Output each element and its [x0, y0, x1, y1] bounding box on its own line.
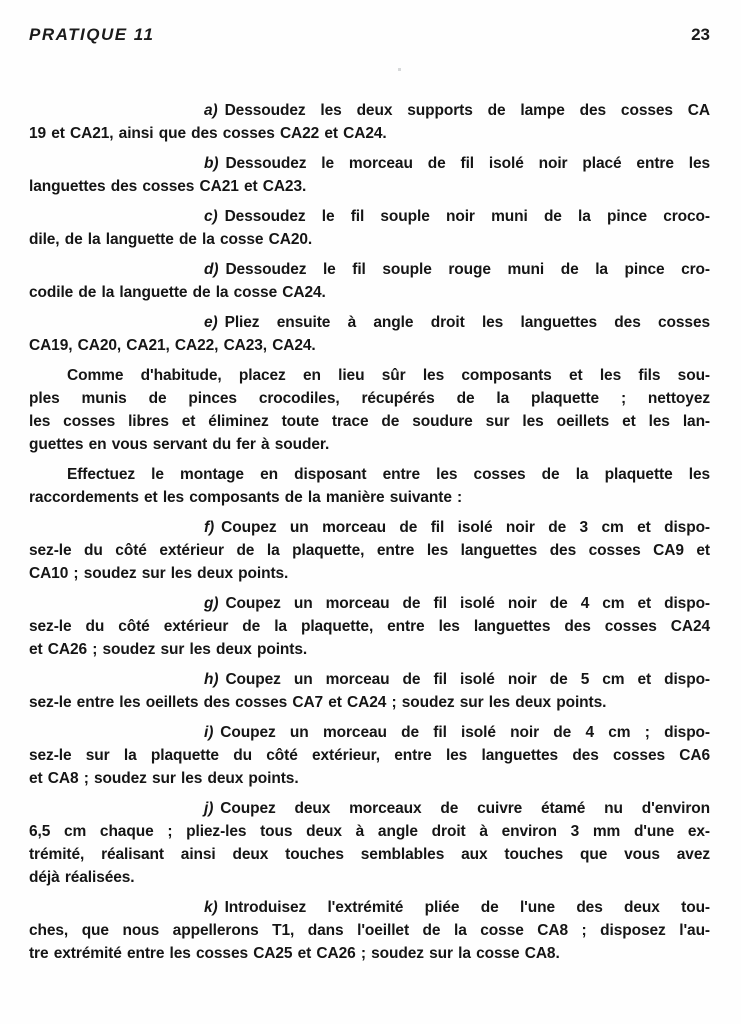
- text-line: raccordements et les composants de la manière suivante :: [29, 489, 463, 506]
- instruction-item-a: [29, 99, 710, 145]
- instruction-item-c: [29, 205, 710, 251]
- text-line: dile, de la languette de la cosse CA20.: [29, 231, 313, 248]
- instruction-item-h: [29, 668, 710, 714]
- item-marker: j): [204, 800, 214, 817]
- text-line: Comme d'habitude, placez en lieu sûr les composants et les fils sou-: [67, 367, 710, 384]
- paragraph: [29, 463, 710, 509]
- text-line: tre extrémité entre les cosses CA25 et CA26 ; soudez sur la cosse CA8.: [29, 945, 560, 962]
- text-line: ches, que nous appellerons T1, dans l'oeillet de la cosse CA8 ; disposez l'au-: [29, 922, 710, 939]
- text-line: b) Dessoudez le morceau de fil isolé noir placé entre les: [204, 155, 710, 172]
- text-line: h) Coupez un morceau de fil isolé noir de 5 cm et dispo-: [204, 671, 710, 688]
- text-line: sez-le du côté extérieur de la plaquette, entre les languettes des cosses CA9 et: [29, 542, 710, 559]
- text-line: codile de la languette de la cosse CA24.: [29, 284, 326, 301]
- text-line: c) Dessoudez le fil souple noir muni de la pince croco-: [204, 208, 710, 225]
- text-line: ples munis de pinces crocodiles, récupérés de la plaquette ; nettoyez: [29, 390, 710, 407]
- scan-speck-artifact: [398, 68, 401, 71]
- instruction-item-d: [29, 258, 710, 304]
- text-line: CA10 ; soudez sur les deux points.: [29, 565, 289, 582]
- text-line: trémité, réalisant ainsi deux touches semblables aux touches que vous avez: [29, 846, 710, 863]
- page-number: 23: [691, 25, 710, 44]
- running-title: PRATIQUE 11: [29, 25, 155, 44]
- text-line: sez-le entre les oeillets des cosses CA7 et CA24 ; soudez sur les deux points.: [29, 694, 607, 711]
- page-header: [29, 25, 710, 45]
- text-line: languettes des cosses CA21 et CA23.: [29, 178, 307, 195]
- text-line: 19 et CA21, ainsi que des cosses CA22 et CA24.: [29, 125, 387, 142]
- item-marker: f): [204, 519, 215, 536]
- item-marker: e): [204, 314, 218, 331]
- instruction-item-e: [29, 311, 710, 357]
- text-line: et CA8 ; soudez sur les deux points.: [29, 770, 299, 787]
- text-line: j) Coupez deux morceaux de cuivre étamé nu d'environ: [204, 800, 710, 817]
- text-line: CA19, CA20, CA21, CA22, CA23, CA24.: [29, 337, 316, 354]
- instruction-item-k: [29, 896, 710, 965]
- instruction-item-i: [29, 721, 710, 790]
- text-line: k) Introduisez l'extrémité pliée de l'une des deux tou-: [204, 899, 710, 916]
- instruction-item-f: [29, 516, 710, 585]
- item-marker: h): [204, 671, 219, 688]
- text-line: i) Coupez un morceau de fil isolé noir de 4 cm ; dispo-: [204, 724, 710, 741]
- item-marker: b): [204, 155, 219, 172]
- instruction-item-g: [29, 592, 710, 661]
- text-line: f) Coupez un morceau de fil isolé noir de 3 cm et dispo-: [204, 519, 710, 536]
- instruction-item-b: [29, 152, 710, 198]
- text-line: les cosses libres et éliminez toute trace de soudure sur les oeillets et les lan-: [29, 413, 710, 430]
- item-marker: i): [204, 724, 214, 741]
- text-line: d) Dessoudez le fil souple rouge muni de la pince cro-: [204, 261, 710, 278]
- text-line: sez-le du côté extérieur de la plaquette, entre les languettes des cosses CA24: [29, 618, 710, 635]
- paragraph: [29, 364, 710, 456]
- item-marker: g): [204, 595, 219, 612]
- text-line: e) Pliez ensuite à angle droit les languettes des cosses: [204, 314, 710, 331]
- instruction-item-j: [29, 797, 710, 889]
- text-line: déjà réalisées.: [29, 869, 135, 886]
- item-marker: a): [204, 102, 218, 119]
- item-marker: d): [204, 261, 219, 278]
- text-line: sez-le sur la plaquette du côté extérieur, entre les languettes des cosses CA6: [29, 747, 710, 764]
- text-line: a) Dessoudez les deux supports de lampe des cosses CA: [204, 102, 710, 119]
- page-body: [29, 99, 710, 965]
- item-marker: k): [204, 899, 218, 916]
- text-line: 6,5 cm chaque ; pliez-les tous deux à angle droit à environ 3 mm d'une ex-: [29, 823, 710, 840]
- text-line: et CA26 ; soudez sur les deux points.: [29, 641, 308, 658]
- text-line: Effectuez le montage en disposant entre les cosses de la plaquette les: [67, 466, 710, 483]
- item-marker: c): [204, 208, 218, 225]
- text-line: g) Coupez un morceau de fil isolé noir de 4 cm et dispo-: [204, 595, 710, 612]
- text-line: guettes en vous servant du fer à souder.: [29, 436, 330, 453]
